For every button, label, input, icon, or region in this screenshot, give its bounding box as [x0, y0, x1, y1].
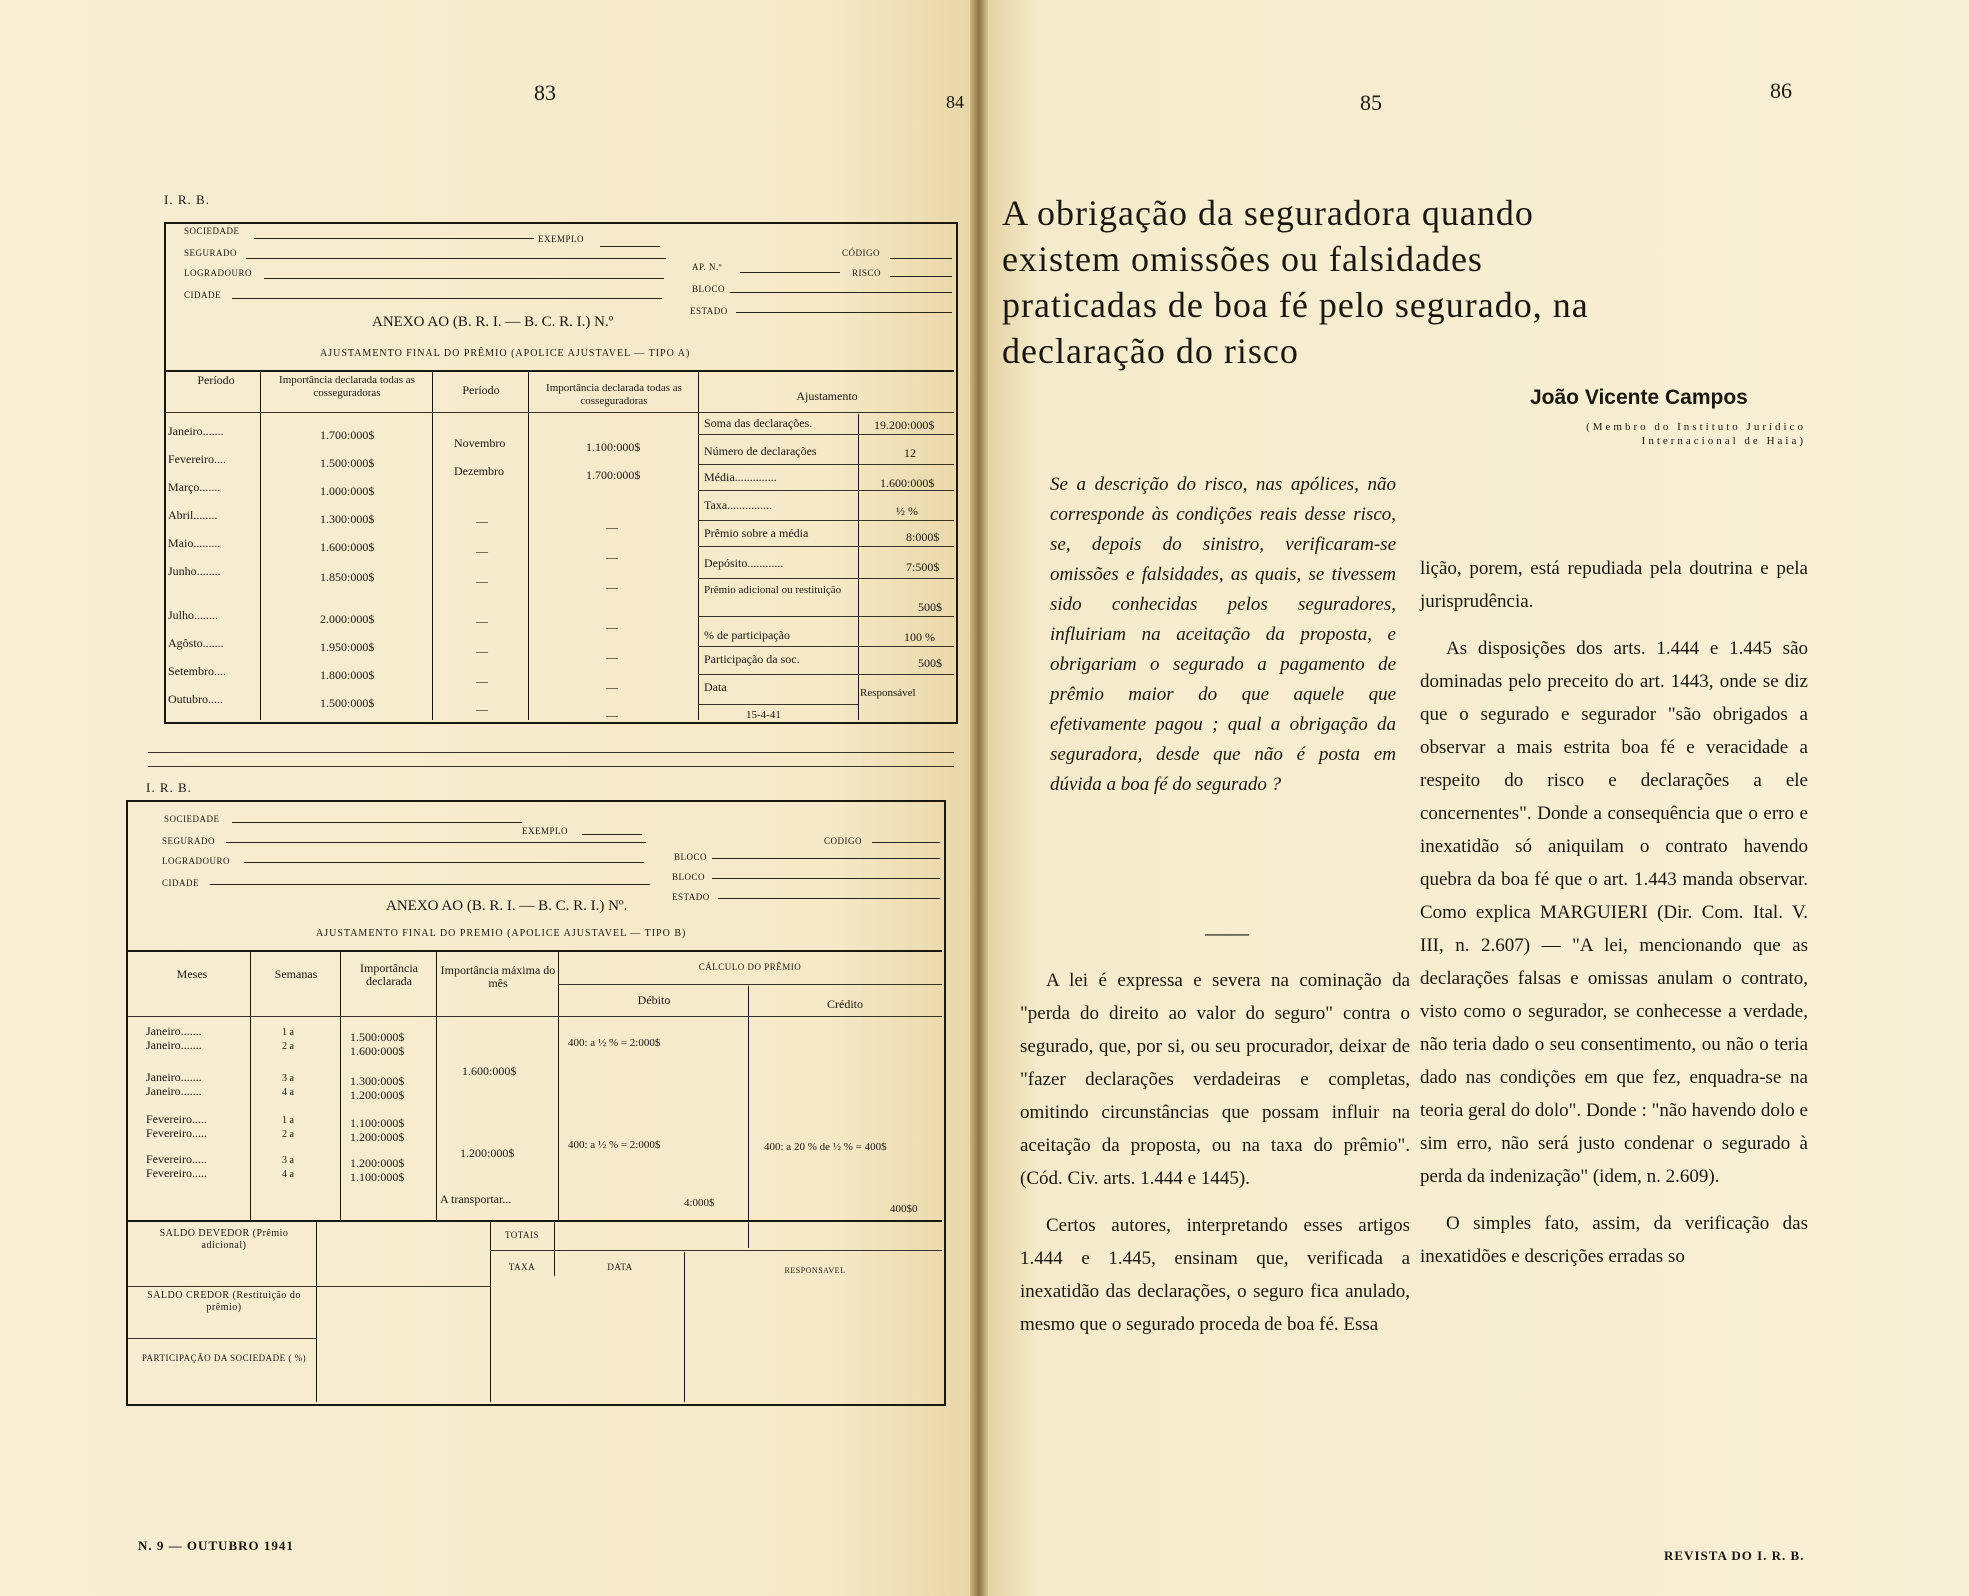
- ajust-value: 12: [904, 446, 916, 460]
- form2-exemplo: EXEMPLO: [522, 826, 568, 836]
- page-number-85: 85: [1360, 90, 1382, 115]
- ajust-value: 7:500$: [906, 560, 940, 574]
- form2-header-importancia: Importância declarada: [360, 961, 418, 988]
- article-column-2: [1420, 552, 1808, 1287]
- article-paragraph: lição, porem, está repudiada pela doutrina e pela jurisprudência.: [1420, 558, 1808, 612]
- form2-row-valor: 1.200:000$: [350, 1130, 405, 1144]
- form1-row-valor: 1.700:000$: [320, 428, 375, 442]
- form1-row-mes: Outubro.....: [168, 692, 223, 706]
- form1-dash: —: [476, 702, 488, 716]
- form2-sociedade-label: SOCIEDADE: [164, 814, 220, 824]
- form1-row-mes: Março.......: [168, 480, 221, 494]
- article-column-1: [1020, 964, 1410, 1355]
- ajust-value: 100 %: [904, 630, 935, 644]
- form1-header-periodo2: Período: [462, 383, 500, 397]
- article-title: A obrigação da seguradora quando existem omissões ou falsidades praticadas de boa fé pelo segurado, na declaração do risco: [1002, 193, 1589, 371]
- form2-row-sem: 3 a: [282, 1073, 294, 1084]
- form1-logradouro-label: LOGRADOURO: [184, 268, 252, 278]
- form2-saldo-devedor: SALDO DEVEDOR (Prêmio adicional): [159, 1228, 289, 1251]
- form1-row-mes: Abril........: [168, 508, 218, 522]
- form1-header-importancia: Importância declarada todas as cosseguradoras: [279, 374, 415, 399]
- form2-irb-label: I. R. B.: [146, 780, 192, 795]
- form1-row-mes: Maio.........: [168, 536, 221, 550]
- article-paragraph: A lei é expressa e severa na cominação da "perda do direito ao valor do seguro" contra o segurado, que, por si, ou seu procurador, deixar de "fazer declarações verdadeiras e completas, omitindo circunstâncias que possam influir na aceitação da proposta, ou na taxa do prêmio". (Cód. Civ. arts. 1.444 e 1445).: [1020, 970, 1410, 1189]
- form2-row-sem: 3 a: [282, 1155, 294, 1166]
- form1-dash: —: [476, 644, 488, 658]
- form2-row-sem: 4 a: [282, 1169, 294, 1180]
- form2-credito-total: 400$0: [890, 1203, 918, 1215]
- form2-header-debito: Débito: [637, 993, 671, 1007]
- form2-row-sem: 4 a: [282, 1087, 294, 1098]
- form1-exemplo: EXEMPLO: [538, 234, 584, 244]
- form2-row-valor: 1.100:000$: [350, 1170, 405, 1184]
- form2-responsavel: RESPONSAVEL: [784, 1266, 846, 1275]
- form1-dash: —: [606, 620, 618, 634]
- form2-row-mes: Janeiro.......: [146, 1038, 202, 1052]
- form2-row-sem: 2 a: [282, 1129, 294, 1140]
- ajust-value: 500$: [918, 656, 942, 670]
- article-author: João Vicente Campos: [1530, 386, 1748, 409]
- page-number-84: 84: [946, 92, 964, 112]
- ajust-label: % de participação: [704, 628, 790, 642]
- form1-cidade-label: CIDADE: [184, 290, 221, 300]
- form1-ap-label: AP. N.º: [692, 262, 723, 272]
- ajust-label: Prêmio sobre a média: [704, 526, 809, 540]
- form1-bloco-label: BLOCO: [692, 284, 726, 294]
- form2-debito-total: 4:000$: [684, 1197, 715, 1209]
- form1-anexo-title: ANEXO AO (B. R. I. — B. C. R. I.) N.º: [372, 314, 614, 330]
- form1-row2-valor: 1.100:000$: [586, 440, 641, 454]
- article-affiliation: (Membro do Instituto Jurídico Internacional de Haia): [1586, 421, 1806, 447]
- form1-header-importancia2: Importância declarada todas as cosseguradoras: [546, 382, 682, 407]
- ajust-value: 500$: [918, 600, 942, 614]
- page-number-83: 83: [534, 80, 556, 105]
- form2-transportar: A transportar...: [440, 1192, 512, 1206]
- form1-sociedade-label: SOCIEDADE: [184, 226, 240, 236]
- form2-codigo-label: CODIGO: [824, 836, 862, 846]
- form1-row-valor: 1.500:000$: [320, 696, 375, 710]
- form1-row-mes: Junho........: [168, 564, 221, 578]
- form2-logradouro-label: LOGRADOURO: [162, 856, 230, 866]
- form2-participacao: PARTICIPAÇÃO DA SOCIEDADE ( %): [141, 1353, 307, 1363]
- form1-dash: —: [476, 674, 488, 688]
- form1-segurado-label: SEGURADO: [184, 248, 238, 258]
- form1-row-valor: 1.300:000$: [320, 512, 375, 526]
- form1-row2-mes: Dezembro: [454, 464, 504, 478]
- ajust-label: Soma das declarações.: [704, 416, 813, 430]
- form2-row-sem: 1 a: [282, 1115, 294, 1126]
- article-separator: ——: [1205, 920, 1249, 945]
- form2-bloco1-label: BLOCO: [674, 852, 708, 862]
- form2-debito2: 400: a ½ % = 2:000$: [568, 1139, 661, 1151]
- footer-right: REVISTA DO I. R. B.: [1664, 1548, 1805, 1563]
- form1-irb-label: I. R. B.: [164, 192, 210, 207]
- form1-dash: —: [476, 544, 488, 558]
- form1-row2-mes: Novembro: [454, 436, 506, 450]
- form2-header-calculo: CÁLCULO DO PRÊMIO: [698, 962, 802, 972]
- article-paragraph: As disposições dos arts. 1.444 e 1.445 são dominadas pelo preceito do art. 1443, onde se diz que o segurado e segurador "são obrigados a observar a mais estrita boa fé e veracidade a respeito do risco e declarações a ele concernentes". Donde a consequência que o erro e inexatidão só aniquilam o contrato havendo quebra da boa fé que o art. 1.443 manda observar. Como explica MARGUIERI (Dir. Com. Ital. V. III, n. 2.607) — "A lei, mencionando que as declarações falsas e omissas anulam o contrato, visto como o segurador, se conhecesse a verdade, não teria dado o seu consentimento, ou não o teria dado nas condições em que fez, enquadra-se na teoria geral do dolo". Donde : "não havendo dolo e sim erro, não será justo condenar o segurado à perda da indenização" (idem, n. 2.609).: [1420, 638, 1808, 1187]
- form2-row-valor: 1.100:000$: [350, 1116, 405, 1130]
- form2-bloco2-label: BLOCO: [672, 872, 706, 882]
- form1-dash: —: [606, 650, 618, 664]
- ajust-label: Data: [704, 680, 727, 694]
- form1-row-mes: Setembro....: [168, 664, 226, 678]
- form2-header-maxima: Importância máxima do mês: [440, 963, 556, 990]
- form2-taxa: TAXA: [508, 1262, 536, 1272]
- form2-row-mes: Janeiro.......: [146, 1084, 202, 1098]
- form1-header-ajustamento: Ajustamento: [796, 389, 858, 403]
- form1-dash: —: [606, 708, 618, 722]
- form2-max1: 1.600:000$: [462, 1064, 517, 1078]
- ajust-label: Participação da soc.: [704, 652, 800, 666]
- form1-row-mes: Fevereiro....: [168, 452, 226, 466]
- form2-totais: TOTAIS: [504, 1230, 540, 1240]
- article-paragraph: O simples fato, assim, da verificação das inexatidões e descrições erradas so: [1420, 1213, 1808, 1267]
- form2-data: DATA: [607, 1262, 633, 1272]
- page-number-86: 86: [1770, 78, 1792, 103]
- form1-dash: —: [476, 614, 488, 628]
- form2-cidade-label: CIDADE: [162, 878, 199, 888]
- ajust-value: 1.600:000$: [880, 476, 935, 490]
- form2-row-valor: 1.300:000$: [350, 1074, 405, 1088]
- form2-anexo-title: ANEXO AO (B. R. I. — B. C. R. I.) Nº.: [386, 898, 628, 914]
- form2-row-mes: Fevereiro.....: [146, 1126, 207, 1140]
- form1-dash: —: [476, 514, 488, 528]
- form1-row-valor: 1.500:000$: [320, 456, 375, 470]
- ajust-label: Média..............: [704, 470, 777, 484]
- form2-header-meses: Meses: [176, 967, 208, 981]
- form2-row-sem: 1 a: [282, 1027, 294, 1038]
- form1-dash: —: [476, 574, 488, 588]
- form1-header-periodo: Período: [197, 373, 235, 387]
- form1-dash: —: [606, 680, 618, 694]
- form1-row-valor: 1.000:000$: [320, 484, 375, 498]
- form1-row-mes: Janeiro.......: [168, 424, 224, 438]
- ajust-value: 8:000$: [906, 530, 940, 544]
- form1-dash: —: [606, 580, 618, 594]
- footer-left: N. 9 — OUTUBRO 1941: [138, 1538, 294, 1553]
- book-gutter: [970, 0, 988, 1596]
- form2-segurado-label: SEGURADO: [162, 836, 216, 846]
- ajust-label: Número de declarações: [704, 444, 817, 458]
- form2-credito1: 400: a 20 % de ½ % = 400$: [764, 1141, 887, 1153]
- form2-header-semanas: Semanas: [274, 967, 318, 981]
- form1-estado-label: ESTADO: [690, 306, 728, 316]
- form2-row-mes: Fevereiro.....: [146, 1152, 207, 1166]
- form1-ajustamento-title: AJUSTAMENTO FINAL DO PRÊMIO (APOLICE AJUSTAVEL — TIPO A): [320, 348, 691, 359]
- form2-ajustamento-title: AJUSTAMENTO FINAL DO PREMIO (APOLICE AJUSTAVEL — TIPO B): [316, 928, 687, 939]
- article-paragraph: Certos autores, interpretando esses artigos 1.444 e 1.445, ensinam que, verificada a inexatidão das declarações, o seguro fica anulado, mesmo que o segurado proceda de boa fé. Essa: [1020, 1215, 1410, 1335]
- form1-row-valor: 2.000:000$: [320, 612, 375, 626]
- form1-row2-valor: 1.700:000$: [586, 468, 641, 482]
- form2-row-valor: 1.500:000$: [350, 1030, 405, 1044]
- form2-row-mes: Janeiro.......: [146, 1070, 202, 1084]
- form1-row-valor: 1.600:000$: [320, 540, 375, 554]
- form1-codigo-label: CÓDIGO: [842, 248, 880, 258]
- form2-max2: 1.200:000$: [460, 1146, 515, 1160]
- ajust-value: Responsável: [860, 687, 916, 699]
- form2-row-mes: Janeiro.......: [146, 1024, 202, 1038]
- form1-row-valor: 1.800:000$: [320, 668, 375, 682]
- form2-tipo-b: [126, 800, 946, 1406]
- article-intro: Se a descrição do risco, nas apólices, não corresponde às condições reais desse risco, se, depois do sinistro, verificaram-se omissões e falsidades, as quais, se tivessem sido conhecidas pelos seguradores, influiriam na aceitação da proposta, e obrigariam o segurado a pagamento de prêmio maior do que aquele que efetivamente pagou ; qual a obrigação da seguradora, desde que não é posta em dúvida a boa fé do segurado ?: [1050, 474, 1396, 795]
- form1-row-valor: 1.950:000$: [320, 640, 375, 654]
- form1-date: 15-4-41: [746, 709, 781, 721]
- form2-row-mes: Fevereiro.....: [146, 1112, 207, 1126]
- ajust-label: Depósito............: [704, 556, 784, 570]
- form1-row-mes: Agôsto.......: [168, 636, 224, 650]
- form1-row-valor: 1.850:000$: [320, 570, 375, 584]
- form1-dash: —: [606, 550, 618, 564]
- form2-row-valor: 1.200:000$: [350, 1088, 405, 1102]
- form2-row-mes: Fevereiro.....: [146, 1166, 207, 1180]
- form2-row-valor: 1.200:000$: [350, 1156, 405, 1170]
- form2-header-credito: Crédito: [827, 997, 863, 1011]
- form2-debito1: 400: a ½ % = 2:000$: [568, 1037, 661, 1049]
- form2-estado-label: ESTADO: [672, 892, 710, 902]
- form1-row-mes: Julho........: [168, 608, 219, 622]
- form2-row-valor: 1.600:000$: [350, 1044, 405, 1058]
- ajust-label: Taxa...............: [704, 498, 773, 512]
- ajust-label: Prêmio adicional ou restituição: [704, 584, 842, 596]
- form2-row-sem: 2 a: [282, 1041, 294, 1052]
- form1-risco-label: RISCO: [852, 268, 882, 278]
- form2-saldo-credor: SALDO CREDOR (Restituição do prêmio): [147, 1290, 301, 1313]
- form1-dash: —: [606, 520, 618, 534]
- ajust-value: ½ %: [896, 504, 918, 518]
- ajust-value: 19.200:000$: [874, 418, 935, 432]
